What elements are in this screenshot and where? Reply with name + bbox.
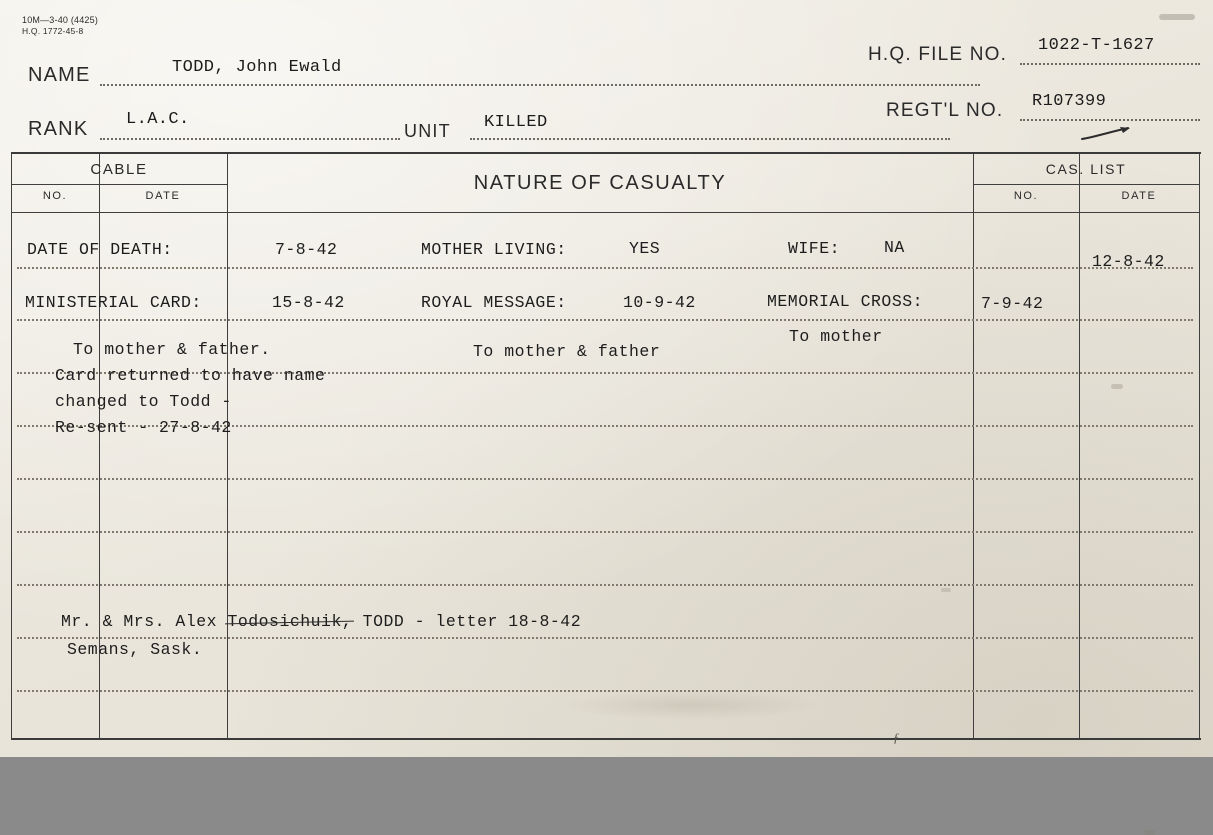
memorial-cross-value: 7-9-42 xyxy=(981,294,1044,313)
scan-speck xyxy=(1111,384,1123,389)
table-header-divider-caslist xyxy=(973,184,1199,185)
ministerial-card-value: 15-8-42 xyxy=(272,293,345,312)
rank-value: L.A.C. xyxy=(126,110,190,129)
table-rule-right xyxy=(1199,154,1200,738)
next-of-kin-struck-surname: Todosichuik, xyxy=(227,612,353,631)
hq-file-no-leader-line xyxy=(1020,63,1200,65)
regtl-no-value: R107399 xyxy=(1032,92,1107,111)
table-header-divider-cable xyxy=(11,184,227,185)
column-header-cas-list: CAS. LIST xyxy=(1045,161,1127,177)
pen-flourish-mark xyxy=(1080,126,1134,142)
printer-mark xyxy=(22,14,98,38)
note-center-line1: To mother & father xyxy=(473,342,661,361)
table-row-line xyxy=(17,690,1193,692)
printer-mark-line2: H.Q. 1772-45-8 xyxy=(22,26,84,37)
regtl-no-label: REGT'L NO. xyxy=(886,100,1004,121)
mother-living-label: MOTHER LIVING: xyxy=(421,240,567,259)
unit-label: UNIT xyxy=(404,121,451,141)
column-header-cas-date: DATE xyxy=(1121,190,1157,202)
rank-leader-line xyxy=(100,138,400,140)
table-row-line xyxy=(17,478,1193,480)
date-of-death-label: DATE OF DEATH: xyxy=(27,240,173,259)
table-rule-cable-right xyxy=(227,154,228,738)
table-row-line xyxy=(17,637,1193,639)
next-of-kin-prefix: Mr. & Mrs. Alex xyxy=(61,612,228,631)
table-header-bottom-rule xyxy=(11,212,1199,213)
mother-living-value: YES xyxy=(629,239,661,258)
table-row-line xyxy=(17,531,1193,533)
next-of-kin-suffix: TODD - letter 18-8-42 xyxy=(352,612,582,631)
hq-file-no-label: H.Q. FILE NO. xyxy=(868,44,1008,65)
note-right-line1: To mother xyxy=(789,327,883,346)
scan-speck xyxy=(1144,830,1155,835)
memorial-cross-label: MEMORIAL CROSS: xyxy=(767,292,924,311)
name-label: NAME xyxy=(28,64,91,86)
column-header-cable: CABLE xyxy=(90,161,148,178)
table-rule-cas-mid xyxy=(1079,154,1080,738)
next-of-kin-line2: Semans, Sask. xyxy=(67,640,203,659)
pen-tick-mark: ƒ xyxy=(893,730,900,745)
table-rule-cas-left xyxy=(973,154,974,738)
royal-message-value: 10-9-42 xyxy=(623,293,696,312)
unit-leader-line xyxy=(470,138,950,140)
ministerial-card-label: MINISTERIAL CARD: xyxy=(25,293,202,312)
casualty-table xyxy=(11,152,1201,740)
table-row-line xyxy=(17,267,1193,269)
cas-list-date-value: 12-8-42 xyxy=(1092,252,1165,271)
note-left-line1: To mother & father. xyxy=(73,340,271,359)
royal-message-label: ROYAL MESSAGE: xyxy=(421,293,567,312)
printer-mark-line1: 10M—3-40 (4425) xyxy=(22,15,99,25)
hq-file-no-value: 1022-T-1627 xyxy=(1038,36,1155,55)
column-header-cable-date: DATE xyxy=(145,190,181,202)
wife-value: NA xyxy=(884,238,905,257)
wife-label: WIFE: xyxy=(788,239,841,258)
table-row-line xyxy=(17,584,1193,586)
name-value: TODD, John Ewald xyxy=(172,58,342,77)
column-header-cas-no: NO. xyxy=(1013,190,1039,202)
column-header-nature: NATURE OF CASUALTY xyxy=(473,172,727,194)
regtl-no-leader-line xyxy=(1020,119,1200,121)
table-row-line xyxy=(17,319,1193,321)
note-left-line3: changed to Todd - xyxy=(55,392,232,411)
table-rule-left xyxy=(11,154,12,738)
date-of-death-value: 7-8-42 xyxy=(275,240,338,259)
next-of-kin-line1 xyxy=(61,612,581,631)
scan-smudge-top-right xyxy=(1159,14,1195,20)
name-leader-line xyxy=(100,84,980,86)
note-left-line2: Card returned to have name xyxy=(55,366,326,385)
rank-label: RANK xyxy=(28,118,89,140)
unit-value: KILLED xyxy=(484,113,548,132)
column-header-cable-no: NO. xyxy=(42,190,68,202)
note-left-line4: Re-sent - 27-8-42 xyxy=(55,418,232,437)
scan-speck xyxy=(941,588,951,592)
